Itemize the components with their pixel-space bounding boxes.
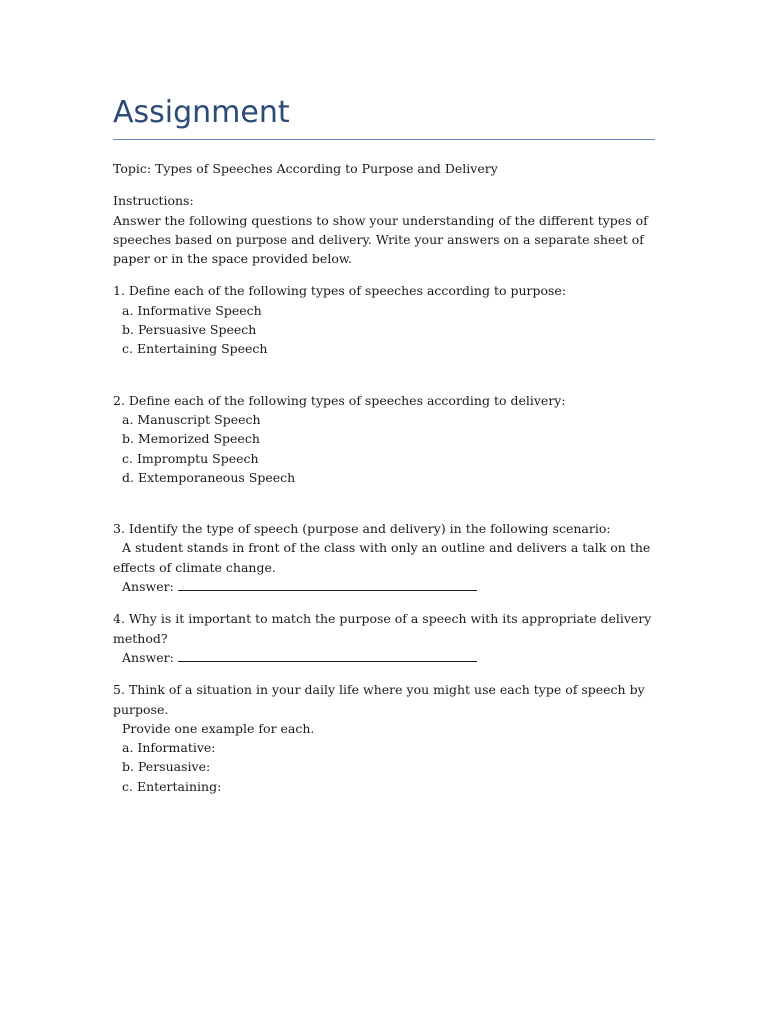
page-title: Assignment xyxy=(113,95,290,130)
topic-line: Topic: Types of Speeches According to Purpose and Delivery xyxy=(113,161,498,176)
answer-blank[interactable] xyxy=(178,578,477,591)
question-3: 3. Identify the type of speech (purpose and delivery) in the following scenario: xyxy=(113,521,611,537)
instructions-heading: Instructions: xyxy=(113,193,194,209)
question-1-item: c. Entertaining Speech xyxy=(122,341,268,357)
answer-label: Answer: xyxy=(122,649,178,665)
question-2-item: b. Memorized Speech xyxy=(122,431,260,447)
question-5-item: c. Entertaining: xyxy=(122,778,222,794)
document-body xyxy=(113,159,655,796)
question-2: 2. Define each of the following types of speeches according to delivery: xyxy=(113,392,566,408)
instructions-text: Answer the following questions to show your understanding of the different types of speeches based on purpose and delivery. Write your answers on a separate sheet of paper or in the space provided below. xyxy=(113,212,648,267)
question-2-item: d. Extemporaneous Speech xyxy=(122,469,296,485)
question-1: 1. Define each of the following types of speeches according to purpose: xyxy=(113,283,567,299)
answer-label: Answer: xyxy=(122,579,178,595)
question-1-item: b. Persuasive Speech xyxy=(122,322,257,338)
question-3-scenario xyxy=(113,538,655,577)
question-1-item: a. Informative Speech xyxy=(122,302,262,318)
question-2-item: a. Manuscript Speech xyxy=(122,411,261,427)
question-5: 5. Think of a situation in your daily life where you might use each type of speech by purpose. xyxy=(113,682,645,717)
question-5-item: a. Informative: xyxy=(122,740,216,756)
question-5-prompt: Provide one example for each. xyxy=(122,720,315,736)
question-3-answer-line xyxy=(113,577,655,596)
question-4: 4. Why is it important to match the purpose of a speech with its appropriate delivery method? xyxy=(113,611,652,646)
answer-blank[interactable] xyxy=(178,649,477,662)
question-2-item: c. Impromptu Speech xyxy=(122,450,259,466)
question-5-item: b. Persuasive: xyxy=(122,759,211,775)
scenario-text: A student stands in front of the class with only an outline and delivers a talk on the effects of climate change. xyxy=(113,540,651,575)
title-underline-divider xyxy=(113,139,655,140)
question-4-answer-line xyxy=(113,648,655,667)
